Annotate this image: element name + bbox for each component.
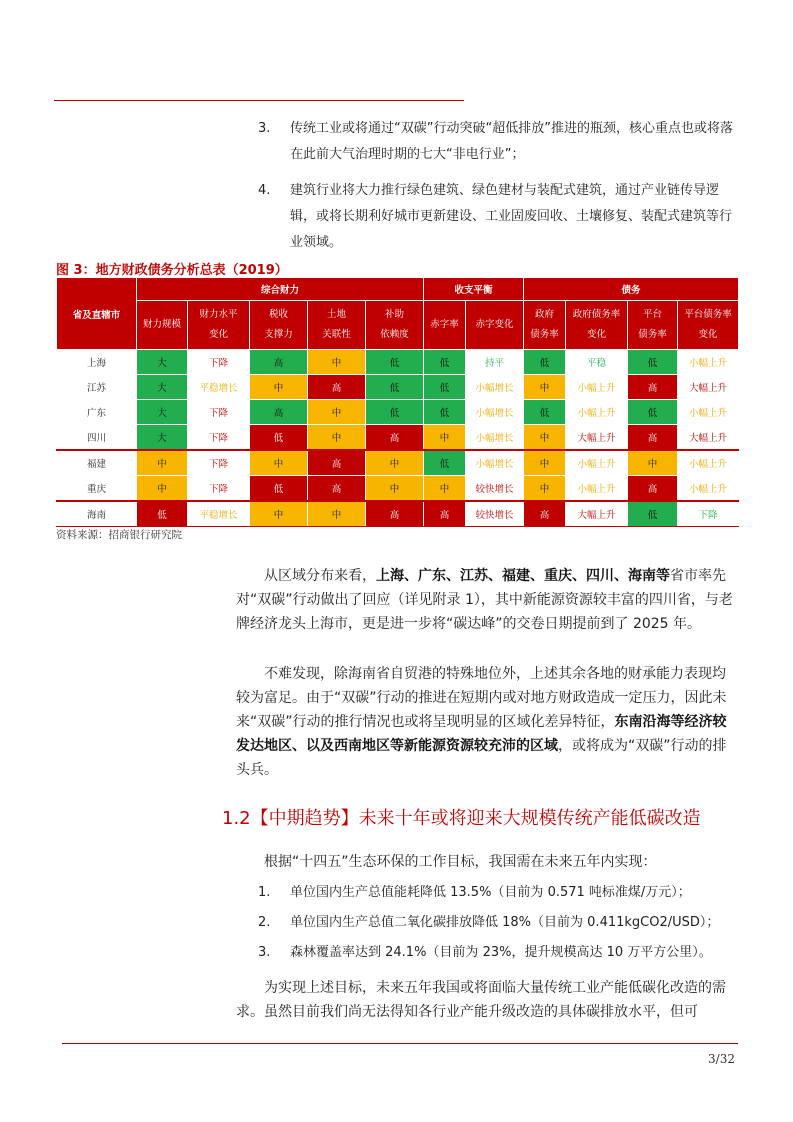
table-cell: 中 — [424, 476, 466, 502]
table-cell: 低 — [424, 350, 466, 375]
table-cell: 低 — [628, 400, 678, 425]
body-paragraph: 从区域分布来看，上海、广东、江苏、福建、重庆、四川、海南等省市率先对“双碳”行动做出了回应（详见附录 1），其中新能源资源较丰富的四川省，与老牌经济龙头上海市，更是进一步将“碳达峰”的交卷日期提前到了 2025 年。 — [236, 568, 733, 632]
table-cell: 中 — [524, 375, 566, 400]
list-number: 3. — [258, 121, 271, 136]
table-cell: 低 — [524, 350, 566, 375]
list-number: 2. — [258, 915, 271, 930]
table-cell: 大 — [137, 425, 188, 451]
table-cell: 大幅上升 — [678, 375, 739, 400]
column-header: 政府 债务率 — [524, 301, 566, 350]
table-cell: 低 — [366, 350, 424, 375]
table-cell: 高 — [628, 476, 678, 502]
table-row — [57, 450, 739, 476]
numbered-list-targets — [258, 880, 738, 970]
table-cell: 大 — [137, 375, 188, 400]
column-header: 财力水平 变化 — [188, 301, 250, 350]
column-header: 税收 支撑力 — [250, 301, 308, 350]
table-cell: 小幅上升 — [678, 350, 739, 375]
table-row — [57, 400, 739, 425]
column-header: 平台 债务率 — [628, 301, 678, 350]
table-cell: 小幅上升 — [678, 400, 739, 425]
table-cell: 中 — [308, 501, 366, 527]
list-item — [258, 880, 738, 906]
header-province: 省及直辖市 — [57, 278, 137, 350]
table-cell: 中 — [628, 450, 678, 476]
table-cell: 平稳增长 — [188, 375, 250, 400]
table-row — [57, 350, 739, 375]
table-cell: 低 — [628, 350, 678, 375]
table-cell: 低 — [250, 425, 308, 451]
table-cell: 小幅上升 — [566, 450, 628, 476]
province-cell: 上海 — [57, 350, 137, 375]
table-cell: 低 — [524, 400, 566, 425]
table-cell: 小幅上升 — [566, 375, 628, 400]
table-cell: 高 — [366, 501, 424, 527]
table-cell: 下降 — [188, 350, 250, 375]
list-item — [258, 178, 738, 256]
table-cell: 小幅上升 — [566, 400, 628, 425]
table-cell: 中 — [250, 375, 308, 400]
figure-source: 资料来源：招商银行研究院 — [56, 529, 182, 541]
province-cell: 广东 — [57, 400, 137, 425]
list-item — [258, 940, 738, 966]
table-cell: 高 — [308, 450, 366, 476]
table-cell: 较快增长 — [466, 476, 524, 502]
bold-text: 东南沿海等经济较发达地区、以及西南地区等新能源资源较充沛的区域 — [236, 714, 727, 754]
table-cell: 下降 — [188, 425, 250, 451]
page-number: 3/32 — [708, 1052, 735, 1066]
table-cell: 大 — [137, 350, 188, 375]
bold-text: 上海、广东、江苏、福建、重庆、四川、海南等 — [376, 568, 670, 584]
list-number: 4. — [258, 183, 271, 198]
body-paragraph: 为实现上述目标，未来五年我国或将面临大量传统工业产能低碳化改造的需求。虽然目前我们尚无法得知各行业产能升级改造的具体碳排放水平，但可 — [236, 980, 726, 1020]
table-cell: 中 — [250, 450, 308, 476]
table-cell: 中 — [308, 425, 366, 451]
column-header: 补助 依赖度 — [366, 301, 424, 350]
table-cell: 低 — [366, 400, 424, 425]
table-cell: 下降 — [188, 400, 250, 425]
header-rule — [54, 100, 464, 101]
figure-title: 图 3：地方财政债务分析总表（2019） — [56, 263, 288, 278]
list-item — [258, 910, 738, 936]
table-cell: 小幅上升 — [678, 450, 739, 476]
table-cell: 高 — [524, 501, 566, 527]
province-cell: 江苏 — [57, 375, 137, 400]
column-header: 土地 关联性 — [308, 301, 366, 350]
table-cell: 高 — [250, 350, 308, 375]
table-cell: 中 — [424, 425, 466, 451]
table-cell: 下降 — [188, 476, 250, 502]
table-cell: 小幅增长 — [466, 425, 524, 451]
table-cell: 低 — [424, 375, 466, 400]
table-cell: 低 — [250, 476, 308, 502]
table-cell: 中 — [366, 450, 424, 476]
table-cell: 低 — [424, 400, 466, 425]
table-cell: 高 — [628, 375, 678, 400]
table-cell: 高 — [424, 501, 466, 527]
table-cell: 大 — [137, 400, 188, 425]
province-cell: 重庆 — [57, 476, 137, 502]
list-text: 单位国内生产总值二氧化碳排放降低 18%（目前为 0.411kgCO2/USD）； — [290, 915, 720, 930]
table-row — [57, 375, 739, 400]
table-cell: 中 — [137, 450, 188, 476]
table-cell: 平稳 — [566, 350, 628, 375]
column-header: 财力规模 — [137, 301, 188, 350]
section-heading: 1.2【中期趋势】未来十年或将迎来大规模传统产能低碳改造 — [222, 808, 701, 829]
table-cell: 中 — [308, 400, 366, 425]
table-cell: 平稳增长 — [188, 501, 250, 527]
intro-paragraph: 根据“十四五”生态环保的工作目标，我国需在未来五年内实现： — [264, 854, 657, 870]
table-cell: 高 — [308, 476, 366, 502]
table-row — [57, 501, 739, 527]
table-cell: 高 — [628, 425, 678, 451]
list-item — [258, 116, 738, 168]
province-cell: 海南 — [57, 501, 137, 527]
table-cell: 低 — [628, 501, 678, 527]
footer-rule — [62, 1043, 738, 1044]
group-header-capacity: 综合财力 — [137, 278, 424, 301]
table-cell: 高 — [250, 400, 308, 425]
table-row — [57, 425, 739, 451]
group-header-debt: 债务 — [524, 278, 739, 301]
table-cell: 低 — [366, 375, 424, 400]
province-cell: 福建 — [57, 450, 137, 476]
finance-debt-table — [56, 277, 739, 527]
table-cell: 小幅上升 — [566, 476, 628, 502]
table-cell: 小幅增长 — [466, 375, 524, 400]
table-cell: 下降 — [678, 501, 739, 527]
column-header: 赤字变化 — [466, 301, 524, 350]
table-cell: 小幅增长 — [466, 400, 524, 425]
table-cell: 较快增长 — [466, 501, 524, 527]
column-header: 平台债务率 变化 — [678, 301, 739, 350]
column-header: 政府债务率 变化 — [566, 301, 628, 350]
table-cell: 下降 — [188, 450, 250, 476]
table-cell: 高 — [308, 375, 366, 400]
table-cell: 大幅上升 — [566, 501, 628, 527]
table-cell: 中 — [366, 476, 424, 502]
table-cell: 中 — [308, 350, 366, 375]
table-cell: 持平 — [466, 350, 524, 375]
list-text: 单位国内生产总值能耗降低 13.5%（目前为 0.571 吨标准煤/万元）； — [290, 885, 691, 900]
table-cell: 中 — [524, 476, 566, 502]
province-cell: 四川 — [57, 425, 137, 451]
table-cell: 大幅上升 — [566, 425, 628, 451]
list-number: 1. — [258, 885, 271, 900]
table-row — [57, 476, 739, 502]
table-cell: 中 — [524, 425, 566, 451]
list-text: 建筑行业将大力推行绿色建筑、绿色建材与装配式建筑，通过产业链传导逻辑，或将长期利好城市更新建设、工业固废回收、土壤修复、装配式建筑等行业领域。 — [290, 183, 733, 250]
body-paragraph: 不难发现，除海南省自贸港的特殊地位外，上述其余各地的财承能力表现均较为富足。由于“双碳”行动的推进在短期内或对地方财政造成一定压力，因此未来“双碳”行动的推行情况也或将呈现明显的区域化差异特征，东南沿海等经济较发达地区、以及西南地区等新能源资源较充沛的区域，或将成为“双碳”行动的排头兵。 — [236, 666, 727, 778]
numbered-list-top — [258, 116, 738, 266]
table-cell: 中 — [524, 450, 566, 476]
table-cell: 中 — [250, 501, 308, 527]
list-text: 森林覆盖率达到 24.1%（目前为 23%，提升规模高达 10 万平方公里）。 — [290, 945, 712, 960]
group-header-balance: 收支平衡 — [424, 278, 524, 301]
list-text: 传统工业或将通过“双碳”行动突破“超低排放”推进的瓶颈，核心重点也或将落在此前大气治理时期的七大“非电行业”； — [290, 121, 733, 162]
column-header: 赤字率 — [424, 301, 466, 350]
table-cell: 低 — [137, 501, 188, 527]
table-cell: 小幅上升 — [678, 476, 739, 502]
list-number: 3. — [258, 945, 271, 960]
table-cell: 大幅上升 — [678, 425, 739, 451]
table-cell: 小幅增长 — [466, 450, 524, 476]
table-cell: 高 — [366, 425, 424, 451]
table-cell: 低 — [424, 450, 466, 476]
table-cell: 中 — [137, 476, 188, 502]
